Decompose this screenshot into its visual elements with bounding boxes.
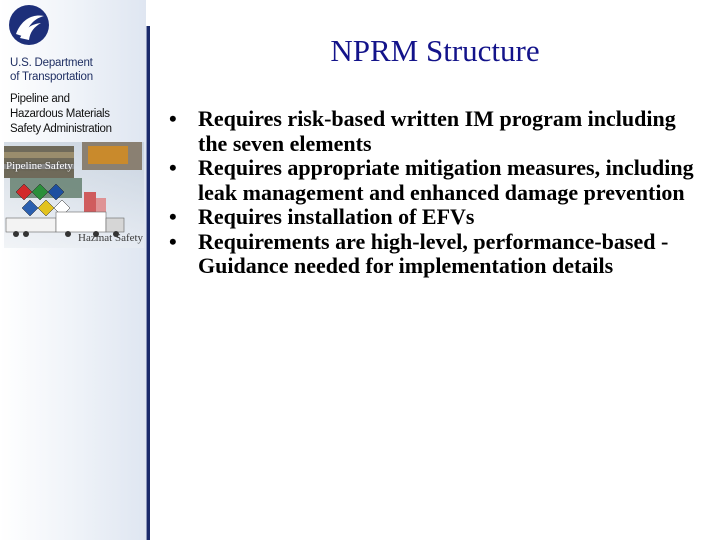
department-line-1: U.S. Department	[10, 57, 93, 69]
safety-photo-collage	[4, 142, 144, 248]
hazmat-safety-label: Hazmat Safety	[78, 232, 144, 244]
dot-logo-icon	[8, 4, 50, 46]
sidebar	[0, 0, 146, 540]
bullet-text: Requires appropriate mitigation measures, including leak management and enhanced damage prevention	[198, 155, 694, 205]
bullet-dot-icon: •	[169, 204, 177, 229]
bullet-list	[166, 107, 706, 279]
bullet-text: Requires risk-based written IM program including the seven elements	[198, 106, 676, 156]
bullet-text: Requires installation of EFVs	[198, 204, 475, 229]
agency-line-3: Safety Administration	[10, 123, 112, 135]
bullet-item	[166, 230, 706, 279]
bullet-item	[166, 205, 706, 230]
sidebar-divider	[146, 26, 150, 540]
department-line-2: of Transportation	[10, 71, 93, 83]
bullet-dot-icon: •	[169, 228, 177, 254]
agency-name	[10, 92, 144, 137]
department-name	[10, 56, 140, 84]
bullet-text: Requirements are high-level, performance-based - Guidance needed for implementation details	[198, 228, 669, 278]
slide-title: NPRM Structure	[330, 33, 540, 68]
agency-line-1: Pipeline and	[10, 93, 70, 105]
bullet-dot-icon: •	[169, 106, 177, 131]
bullet-item	[166, 156, 706, 205]
pipeline-safety-label: Pipeline Safety	[6, 160, 73, 172]
agency-line-2: Hazardous Materials	[10, 108, 110, 120]
bullet-dot-icon: •	[169, 155, 177, 180]
bullet-item	[166, 107, 706, 156]
